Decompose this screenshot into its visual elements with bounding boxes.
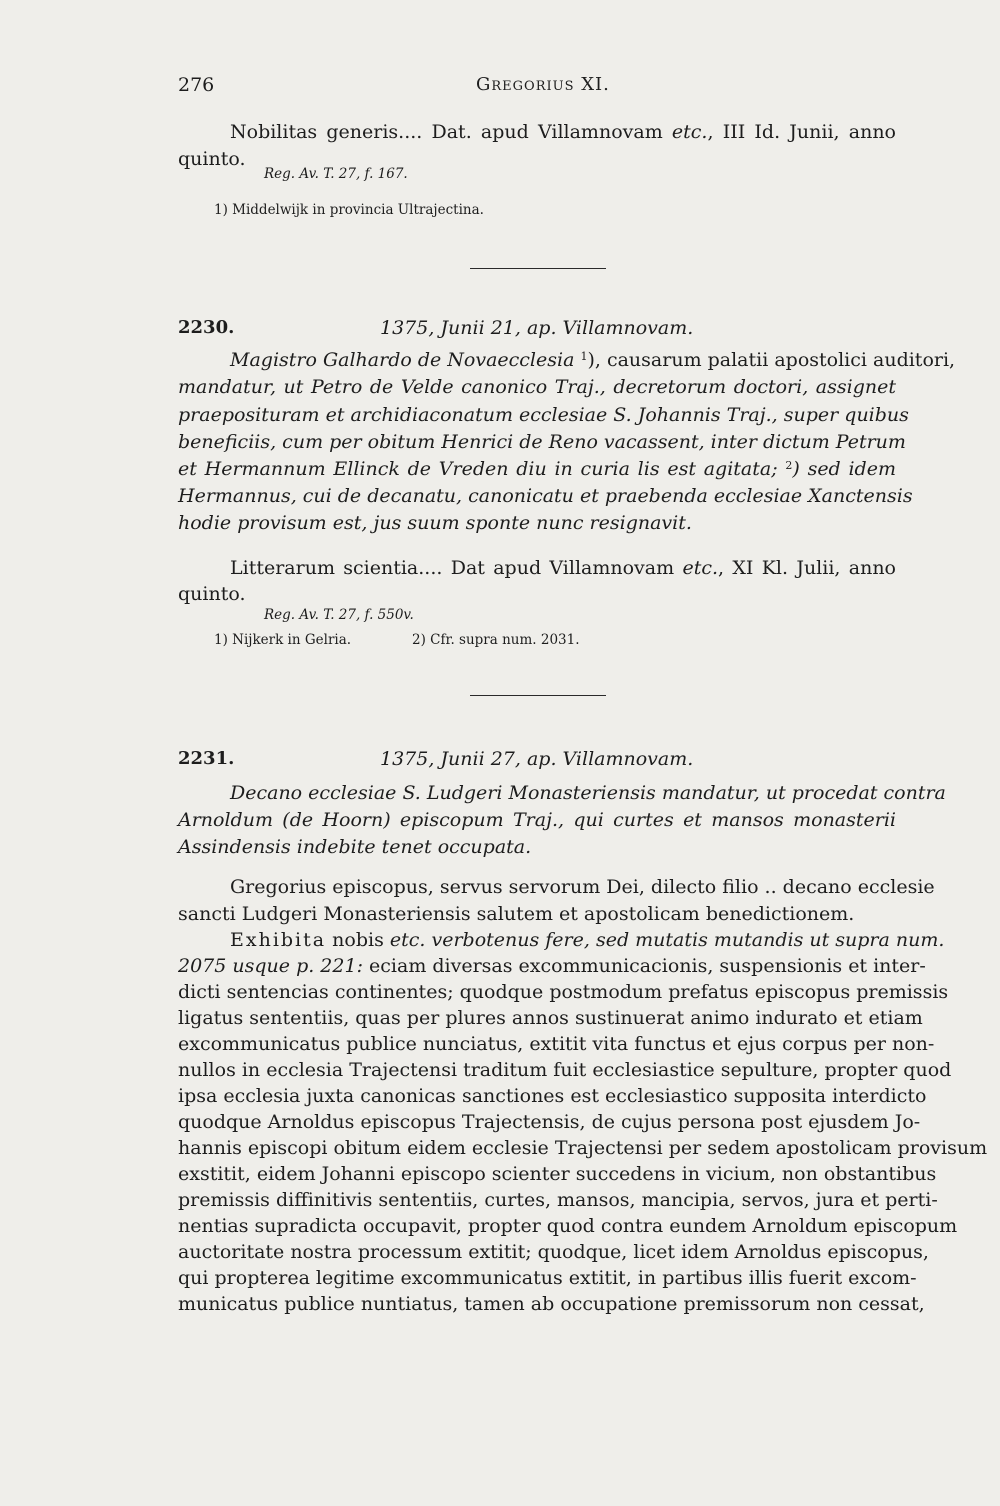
separator-rule-2: [470, 695, 606, 696]
summary-2230-line-5: et Hermannum Ellinck de Vreden diu in curia lis est agitata; $^2$) sed idem: [178, 458, 896, 480]
body-line: nentias supradicta occupavit, propter quod contra eundem Arnoldum episcopum: [178, 1215, 958, 1237]
page-number: 276: [178, 74, 215, 96]
summary-2231-line-2: Arnoldum (de Hoorn) episcopum Traj., qui curtes et mansos monasterii: [178, 809, 896, 831]
footnote-2230-1: 1) Nijkerk in Gelria.: [214, 632, 352, 648]
summary-2230-line-2: mandatur, ut Petro de Velde canonico Traj., decretorum doctori, assignet: [178, 376, 896, 398]
body-line: ipsa ecclesia juxta canonicas sanctiones est ecclesiastico supposita interdicto: [178, 1085, 927, 1107]
body-line: qui propterea legitime excommunicatus extitit, in partibus illis fuerit excom-: [178, 1267, 917, 1289]
body-line: nullos in ecclesia Trajectensi traditum fuit ecclesiastice sepulture, propter quod: [178, 1059, 952, 1081]
source-reference-2230: Reg. Av. T. 27, f. 550v.: [264, 607, 414, 623]
summary-2230-line-7: hodie provisum est, jus suum sponte nunc resignavit.: [178, 512, 692, 534]
closing-2230-line: Litterarum scientia.... Dat apud Villamnovam etc., XI Kl. Julii, anno: [230, 557, 896, 579]
closing-2230-quinto: quinto.: [178, 583, 246, 605]
summary-2231-line-1: Decano ecclesiae S. Ludgeri Monasteriensis mandatur, ut procedat contra: [230, 782, 946, 804]
entry-date-place-2230: 1375, Junii 21, ap. Villamnovam.: [380, 317, 694, 339]
body-line: excommunicatus publice nunciatus, extitit vita functus et ejus corpus per non-: [178, 1033, 935, 1055]
body-line: municatus publice nuntiatus, tamen ab occupatione premissorum non cessat,: [178, 1293, 925, 1315]
body-line: hannis episcopi obitum eidem ecclesie Trajectensi per sedem apostolicam provisum: [178, 1137, 988, 1159]
summary-2230-line-1: Magistro Galhardo de Novaecclesia $^1$), causarum palatii apostolici auditori,: [230, 349, 956, 371]
body-line: premissis diffinitivis sententiis, curtes, mansos, mancipia, servos, jura et perti-: [178, 1189, 938, 1211]
prev-closing-line: Nobilitas generis.... Dat. apud Villamnovam etc., III Id. Junii, anno: [230, 121, 896, 143]
running-title: Gregorius XI.: [476, 74, 610, 95]
body-line: ligatus sententiis, quas per plures annos sustinuerat animo indurato et etiam: [178, 1007, 923, 1029]
prev-closing-quinto: quinto.: [178, 148, 246, 170]
entry-number-2231: 2231.: [178, 748, 235, 769]
prev-source-reference: Reg. Av. T. 27, f. 167.: [264, 166, 408, 182]
reference-line: 2075 usque p. 221: eciam diversas excommunicacionis, suspensionis et inter-: [178, 955, 926, 977]
body-line: auctoritate nostra processum extitit; quodque, licet idem Arnoldus episcopus,: [178, 1241, 929, 1263]
summary-2230-line-3: praeposituram et archidiaconatum ecclesiae S. Johannis Traj., super quibus: [178, 404, 909, 426]
body-line: dicti sentencias continentes; quodque postmodum prefatus episcopus premissis: [178, 981, 949, 1003]
summary-2230-line-6: Hermannus, cui de decanatu, canonicatu et praebenda ecclesiae Xanctensis: [178, 485, 913, 507]
separator-rule-1: [470, 268, 606, 269]
body-line: quodque Arnoldus episcopus Trajectensis, de cujus persona post ejusdem Jo-: [178, 1111, 921, 1133]
address-line-1: Gregorius episcopus, servus servorum Dei, dilecto filio .. decano ecclesie: [230, 876, 935, 898]
body-line: exstitit, eidem Johanni episcopo scienter succedens in vicium, non obstantibus: [178, 1163, 937, 1185]
entry-number-2230: 2230.: [178, 317, 235, 338]
footnote-2230-2: 2) Cfr. supra num. 2031.: [412, 632, 580, 648]
exhibita-line: Exhibita nobis etc. verbotenus fere, sed mutatis mutandis ut supra num.: [230, 929, 945, 951]
summary-2230-line-4: beneficiis, cum per obitum Henrici de Reno vacassent, inter dictum Petrum: [178, 431, 906, 453]
summary-2231-line-3: Assindensis indebite tenet occupata.: [178, 836, 532, 858]
prev-footnote: 1) Middelwijk in provincia Ultrajectina.: [214, 202, 484, 218]
entry-date-place-2231: 1375, Junii 27, ap. Villamnovam.: [380, 748, 694, 770]
address-line-2: sancti Ludgeri Monasteriensis salutem et apostolicam benedictionem.: [178, 903, 855, 925]
